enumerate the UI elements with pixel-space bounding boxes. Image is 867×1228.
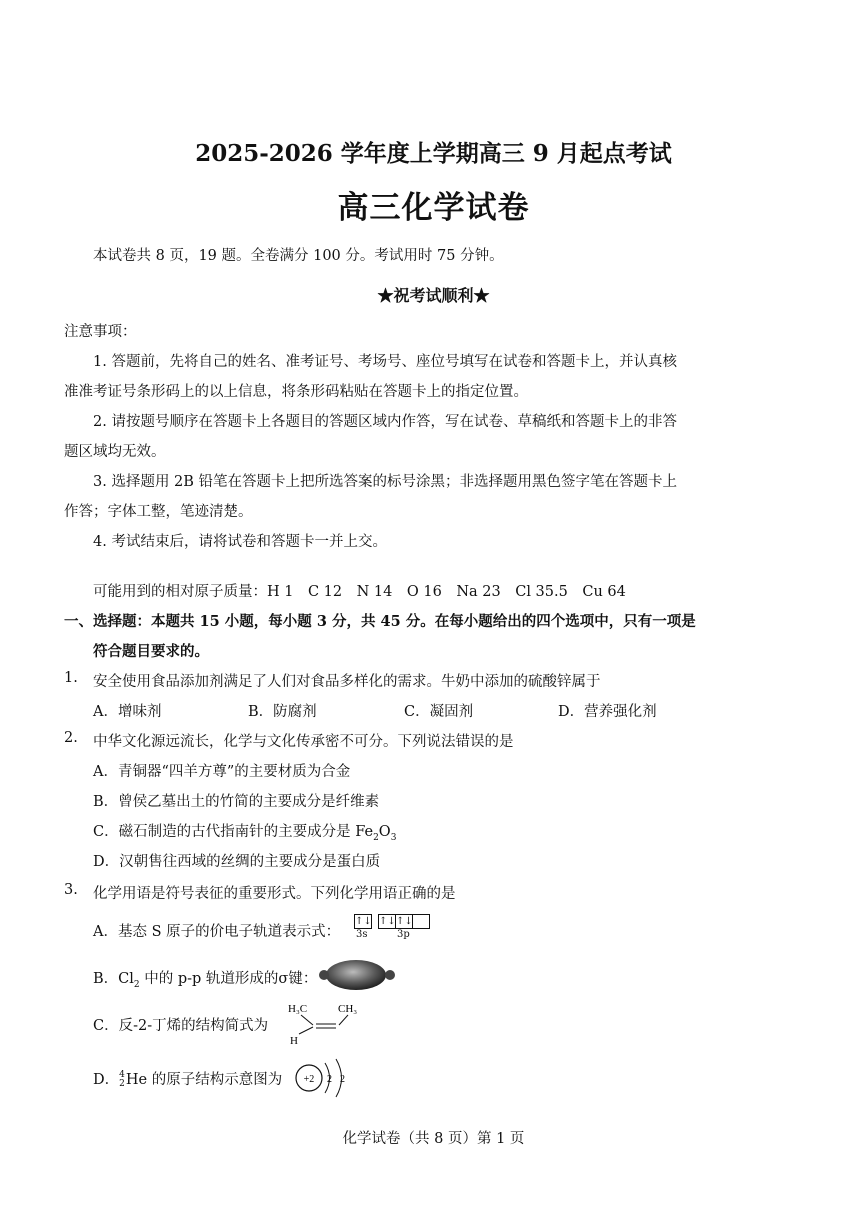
q2-option-c-sub2: 3 (390, 832, 397, 843)
blessing-text: ★祝考试顺利★ (377, 286, 490, 305)
orbital-3s-label: 3s (356, 929, 368, 940)
he-atomic-structure-figure (292, 1055, 354, 1101)
q3-option-a (93, 920, 340, 941)
q1-text: 安全使用食品添加剂满足了人们对食品多样化的需求。牛奶中添加的硫酸锌属于 (93, 674, 601, 690)
notice-item-2-line2: 题区域均无效。 (64, 444, 166, 460)
he-mass-number: 4 (119, 1070, 125, 1080)
q2-option-a: A．青铜器“四羊方尊”的主要材质为合金 (93, 764, 351, 780)
q1-number: 1. (64, 670, 78, 686)
orbital-diagram (354, 914, 434, 946)
hydrogen-left: H (290, 1035, 298, 1047)
q1-option-c: C．凝固剂 (404, 704, 474, 720)
q3-option-d-pre: D． (93, 1072, 120, 1088)
q2-text: 中华文化源远流长，化学与文化传承密不可分。下列说法错误的是 (93, 734, 514, 750)
methyl-group-left: H₃C (288, 1003, 308, 1015)
notice-item-3-line2: 作答；字体工整，笔迹清楚。 (64, 504, 253, 520)
section1-line2: 符合题目要求的。 (93, 643, 209, 660)
he-nucleus-charge: +2 (303, 1074, 315, 1085)
cl-nucleus-left (319, 970, 329, 980)
orbital-3p-box-2: ↑↓ (396, 916, 413, 927)
intro-text: 本试卷共 8 页，19 题。全卷满分 100 分。考试用时 75 分钟。 (93, 248, 504, 264)
q2-option-c-sub1: 2 (373, 832, 379, 843)
q2-option-b: B．曾侯乙墓出土的竹简的主要成分是纤维素 (93, 794, 380, 810)
sigma-bond-orbital-figure (318, 957, 396, 993)
q3-option-a-text: A．基态 S 原子的价电子轨道表示式： (93, 924, 341, 940)
notice-item-1-line1: 1. 答题前，先将自己的姓名、准考证号、考场号、座位号填写在试卷和答题卡上，并认真核 (93, 354, 677, 370)
q1-option-d: D．营养强化剂 (558, 704, 657, 720)
q2-option-d: D．汉朝售往西域的丝绸的主要成分是蛋白质 (93, 854, 381, 870)
he-shell-1-electrons: 2 (327, 1074, 332, 1085)
q3-option-b-post: 中的 p-p 轨道形成的σ键： (139, 971, 318, 987)
orbital-3p-box-1: ↑↓ (379, 916, 396, 927)
orbital-3p-box-3 (413, 915, 429, 928)
q3-option-d-post: 的原子结构示意图为 (147, 1072, 283, 1088)
notice-item-2-line1: 2. 请按题号顺序在答题卡上各题目的答题区域内作答，写在试卷、草稿纸和答题卡上的非答 (93, 414, 677, 430)
sigma-bond-electron-cloud (326, 960, 386, 990)
orbital-3s-box: ↑↓ (355, 916, 372, 927)
notice-heading: 注意事项： (64, 324, 137, 340)
he-symbol: He (125, 1072, 148, 1088)
q3-option-b-pre: B．Cl (93, 971, 134, 987)
exam-subtitle: 2025-2026 学年度上学期高三 9 月起点考试 (195, 140, 672, 167)
orbital-3p-label: 3p (397, 929, 410, 940)
methyl-group-right: CH₃ (338, 1003, 358, 1015)
q1-option-a: A．增味剂 (93, 704, 162, 720)
page-footer: 化学试卷（共 8 页）第 1 页 (342, 1131, 525, 1147)
notice-item-4: 4. 考试结束后，请将试卷和答题卡一并上交。 (93, 534, 387, 550)
q3-number: 3. (64, 882, 78, 898)
atomic-mass-line: 可能用到的相对原子质量：H 1 C 12 N 14 O 16 Na 23 Cl 35.5 Cu 64 (93, 584, 626, 600)
exam-title: 高三化学试卷 (337, 190, 530, 226)
q1-option-b: B．防腐剂 (248, 704, 317, 720)
section1-line1: 一、选择题：本题共 15 小题，每小题 3 分，共 45 分。在每小题给出的四个选项中，只有一项是 (64, 613, 696, 630)
q2-number: 2. (64, 730, 78, 746)
q3-option-b-sub: 2 (133, 979, 140, 990)
q3-option-b (93, 967, 317, 990)
he-shell-2-electrons: 2 (340, 1074, 345, 1085)
he-atomic-number: 2 (119, 1079, 125, 1089)
cl-nucleus-right (385, 970, 395, 980)
q3-text: 化学用语是符号表征的重要形式。下列化学用语正确的是 (93, 886, 456, 902)
notice-item-1-line2: 准准考证号条形码上的以上信息，将条形码粘贴在答题卡上的指定位置。 (64, 384, 528, 400)
q3-option-c: C．反-2-丁烯的结构简式为 (93, 1018, 269, 1034)
q2-option-c (93, 820, 396, 843)
q3-option-d (93, 1068, 282, 1089)
q2-option-c-o: O (378, 824, 391, 840)
q2-option-c-text: C．磁石制造的古代指南针的主要成分是 Fe (93, 824, 374, 840)
trans-2-butene-structure (288, 1000, 370, 1048)
notice-item-3-line1: 3. 选择题用 2B 铅笔在答题卡上把所选答案的标号涂黑；非选择题用黑色签字笔在答题卡上 (93, 474, 678, 490)
